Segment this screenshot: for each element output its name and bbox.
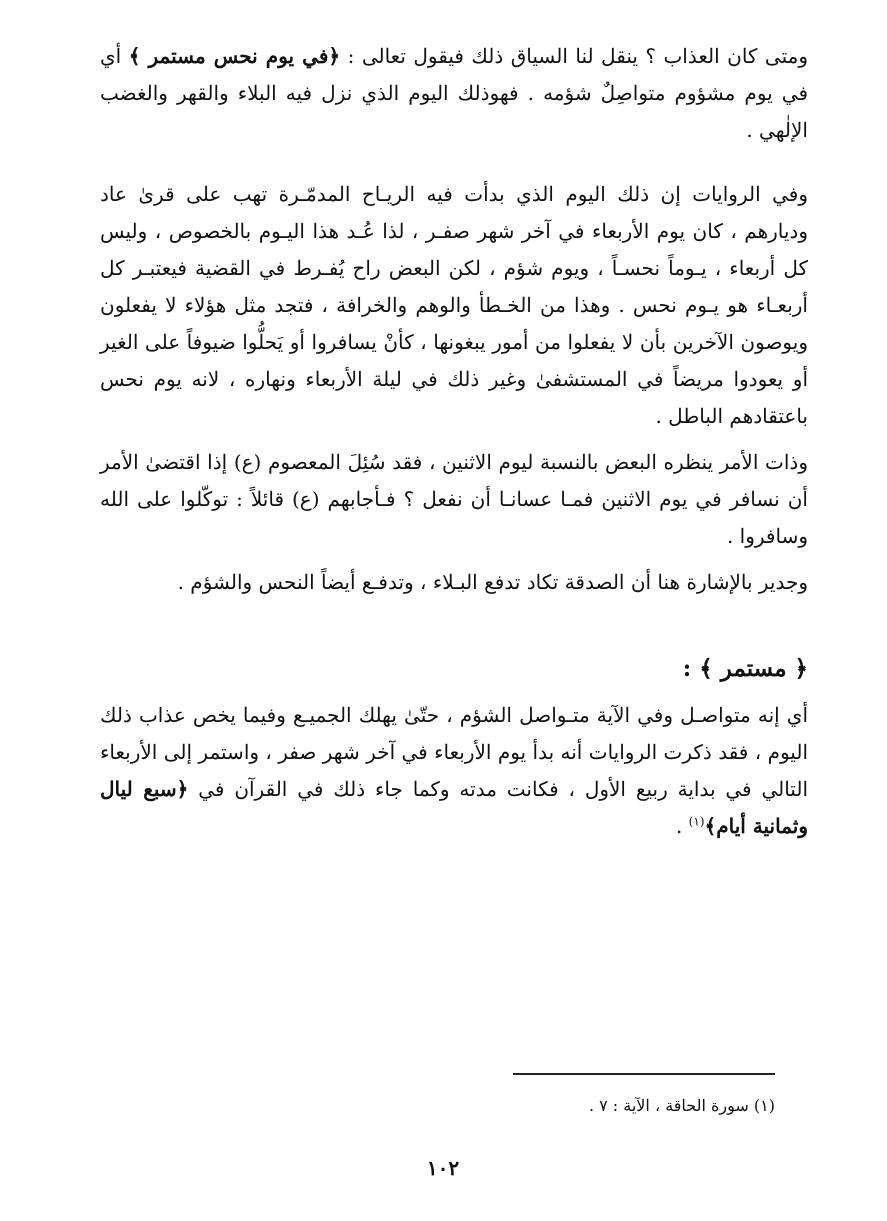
paragraph-1 [100, 38, 808, 149]
paragraph-5 [100, 697, 808, 845]
section-heading [100, 649, 808, 689]
footnote: (١) سورة الحاقة ، الآية : ٧ . [588, 1096, 775, 1115]
heading-suffix: : [682, 655, 700, 682]
paragraph-5-lead: أي إنه متواصـل وفي الآية متـواصل الشؤم ، حتّىٰ يهلك الجميـع وفيما يخص عذاب ذلك اليوم ، فقد ذكرت الروايات أنه بدأ يوم الأربعاء في آخر شهر صفر ، واستمر إلى الأربعاء التالي في بداية ربيع الأول ، فكانت مدته وكما جاء ذلك في القرآن في [100, 703, 808, 801]
page-number: ١٠٢ [426, 1156, 460, 1180]
paragraph-1-lead: ومتى كان العذاب ؟ ينقل لنا السياق ذلك فيقول تعالى : [340, 44, 808, 68]
paragraph-5-tail: . [675, 814, 689, 838]
paragraph-1-rest: أي في يوم مشؤوم متواصِلٌ شؤمه . فهوذلك اليوم الذي نزل فيه البلاء والقهر والغضب الإلٰهي . [100, 44, 808, 142]
paragraph-2: وفي الروايات إن ذلك اليوم الذي بدأت فيه الريـاح المدمّـرة تهب على قرىٰ عاد وديارهم ، كان يوم الأربعاء في آخر شهر صفـر ، لذا عُـد هذا اليـوم بالخصوص ، وليس كل أربعاء ، يـوماً نحسـاً ، ويوم شؤم ، لكن البعض راح يُفـرط في القضية فيعتبـر كل أربعـاء هو يـوم نحس . وهذا من الخـطأ والوهم والخرافة ، فتجد مثل هؤلاء لا يفعلون ويوصون الآخرين بأن لا يفعلوا من أمور يبغونها ، كأنْ يسافروا أو يَحلُّوا ضيوفاً على الغير أو يعودوا مريضاً في المستشفىٰ وغير ذلك في ليلة الأربعاء ونهاره ، لانه يوم نحس باعتقادهم الباطل . [100, 182, 808, 428]
paragraph-3: وذات الأمر ينظره البعض بالنسبة ليوم الاثنين ، فقد سُئِلَ المعصوم (ع) إذا اقتضىٰ الأمر أن نسافر في يوم الاثنين فمـا عسانـا أن نفعل ؟ فـأجابهم (ع) قائلاً : توكّلوا على الله وسافروا . [100, 450, 808, 548]
page-body [100, 38, 808, 845]
paragraph-4: وجدير بالإشارة هنا أن الصدقة تكاد تدفع البـلاء ، وتدفـع أيضاً النحس والشؤم . [177, 570, 808, 594]
heading-term: ﴿ مستمر ﴾ [699, 655, 808, 682]
footnote-separator [513, 1073, 775, 1075]
quran-verse: ﴿سبع ليال وثمانية أيام﴾ [100, 777, 808, 838]
quran-verse: ﴿في يوم نحس مستمر ﴾ [128, 44, 341, 68]
footnote-marker: (١) [688, 814, 705, 829]
